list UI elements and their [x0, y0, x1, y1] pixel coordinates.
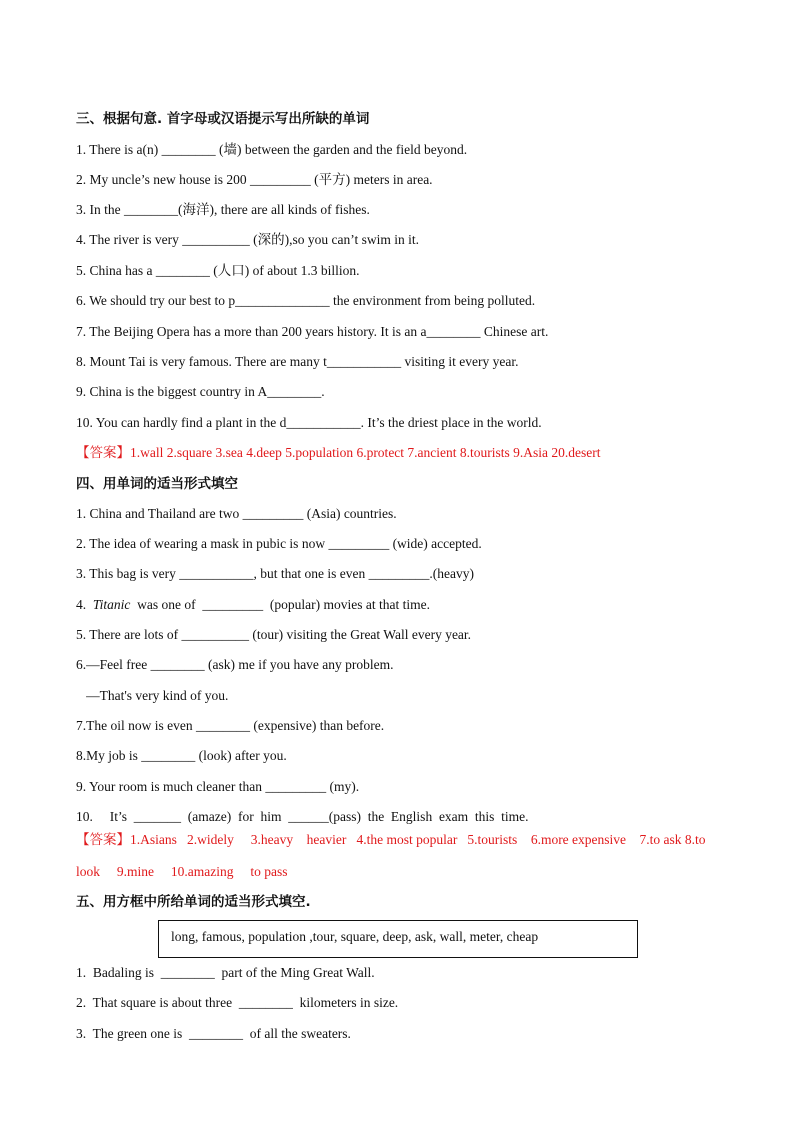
s5-item-1: 1. Badaling is ________ part of the Ming Great Wall.	[76, 965, 375, 980]
s3-item-9: 9. China is the biggest country in A________.	[76, 384, 325, 399]
s3-item-5: 5. China has a ________ (人口) of about 1.3 billion.	[76, 263, 360, 278]
s4-item-4-prefix: 4.	[76, 597, 93, 612]
s4-item-9: 9. Your room is much cleaner than _________ (my).	[76, 779, 360, 794]
s4-item-10: 10. It’s _______ (amaze) for him ______(pass) the English exam this time.	[76, 809, 529, 824]
s3-answer: 【答案】1.wall 2.square 3.sea 4.deep 5.population 6.protect 7.ancient 8.tourists 9.Asia 20.desert	[76, 445, 601, 460]
word-box-text: long, famous, population ,tour, square, deep, ask, wall, meter, cheap	[171, 929, 539, 944]
s4-item-4	[76, 596, 430, 614]
s4-item-7: 7.The oil now is even ________ (expensive) than before.	[76, 718, 385, 733]
s4-item-2: 2. The idea of wearing a mask in pubic is now _________ (wide) accepted.	[76, 536, 482, 551]
s4-item-5: 5. There are lots of __________ (tour) visiting the Great Wall every year.	[76, 627, 472, 642]
s3-item-10: 10. You can hardly find a plant in the d___________. It’s the driest place in the world.	[76, 415, 542, 430]
s3-item-3: 3. In the ________(海洋), there are all kinds of fishes.	[76, 202, 370, 217]
s4-item-3: 3. This bag is very ___________, but that one is even _________.(heavy)	[76, 566, 474, 581]
s5-item-2: 2. That square is about three ________ kilometers in size.	[76, 995, 399, 1010]
section-5-heading: 五、用方框中所给单词的适当形式填空.	[76, 894, 311, 910]
s4-item-6: 6.—Feel free ________ (ask) me if you have any problem.	[76, 657, 394, 672]
s4-item-8: 8.My job is ________ (look) after you.	[76, 748, 287, 763]
s3-item-8: 8. Mount Tai is very famous. There are many t___________ visiting it every year.	[76, 354, 519, 369]
movie-title: Titanic	[92, 597, 131, 612]
s4-item-4-rest: was one of _________ (popular) movies at that time.	[130, 597, 430, 612]
s3-item-7: 7. The Beijing Opera has a more than 200 years history. It is an a________ Chinese art.	[76, 324, 549, 339]
s3-item-2: 2. My uncle’s new house is 200 _________ (平方) meters in area.	[76, 172, 433, 187]
s4-item-6-reply: —That's very kind of you.	[76, 688, 229, 703]
section-4-heading: 四、用单词的适当形式填空	[76, 476, 238, 492]
s4-item-1: 1. China and Thailand are two _________ (Asia) countries.	[76, 506, 397, 521]
word-box	[158, 920, 638, 958]
s3-item-4: 4. The river is very __________ (深的),so you can’t swim in it.	[76, 232, 419, 247]
s3-item-1: 1. There is a(n) ________ (墙) between the garden and the field beyond.	[76, 142, 468, 157]
s4-answer-line-1: 【答案】1.Asians 2.widely 3.heavy heavier 4.the most popular 5.tourists 6.more expensive 7.to ask 8.to	[76, 832, 706, 847]
s3-item-6: 6. We should try our best to p______________ the environment from being polluted.	[76, 293, 536, 308]
section-3-heading: 三、根据句意. 首字母或汉语提示写出所缺的单词	[76, 111, 370, 127]
s4-answer-line-2: look 9.mine 10.amazing to pass	[76, 864, 288, 879]
s5-item-3: 3. The green one is ________ of all the sweaters.	[76, 1026, 351, 1041]
